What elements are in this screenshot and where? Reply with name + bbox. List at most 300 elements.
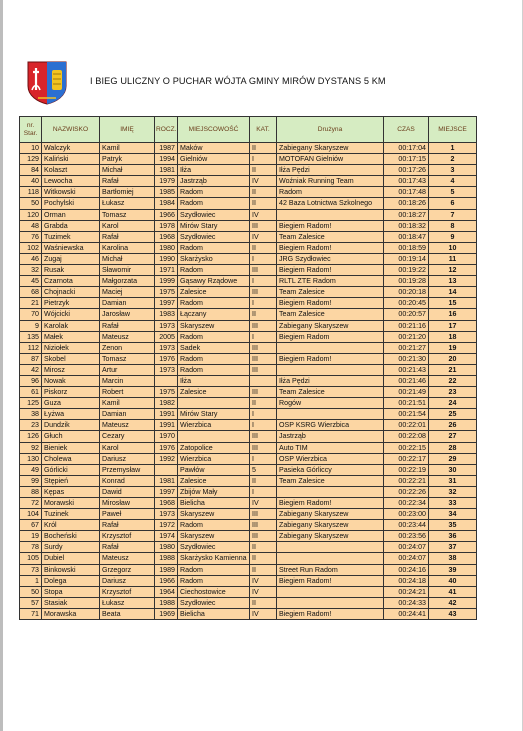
cell-town: Ciechostowice — [178, 586, 250, 597]
cell-surname: Dolega — [42, 575, 100, 586]
cell-surname: Tuzinek — [42, 509, 100, 520]
cell-place: 11 — [429, 253, 477, 264]
cell-time: 00:22:34 — [384, 498, 429, 509]
cell-first-name: Kamil — [100, 143, 155, 154]
cell-time: 00:17:15 — [384, 154, 429, 165]
cell-time: 00:20:18 — [384, 287, 429, 298]
cell-start-number: 88 — [20, 486, 42, 497]
cell-birth-year: 1990 — [155, 253, 178, 264]
cell-time: 00:22:08 — [384, 431, 429, 442]
cell-start-number: 71 — [20, 608, 42, 619]
cell-category: II — [250, 597, 277, 608]
cell-place: 40 — [429, 575, 477, 586]
cell-start-number: 76 — [20, 231, 42, 242]
cell-start-number: 96 — [20, 375, 42, 386]
coat-of-arms-icon — [26, 60, 68, 106]
cell-time: 00:21:20 — [384, 331, 429, 342]
cell-team — [277, 542, 384, 553]
cell-first-name: Łukasz — [100, 597, 155, 608]
cell-town: Pawłów — [178, 464, 250, 475]
cell-birth-year: 1980 — [155, 242, 178, 253]
cell-category: IV — [250, 231, 277, 242]
cell-place: 36 — [429, 531, 477, 542]
cell-start-number: 21 — [20, 298, 42, 309]
cell-time: 00:24:33 — [384, 597, 429, 608]
cell-start-number: 23 — [20, 420, 42, 431]
cell-first-name: Mirosław — [100, 498, 155, 509]
cell-birth-year: 1964 — [155, 586, 178, 597]
cell-team — [277, 586, 384, 597]
cell-category: I — [250, 298, 277, 309]
cell-category: IV — [250, 586, 277, 597]
cell-category: II — [250, 398, 277, 409]
cell-first-name: Michał — [100, 253, 155, 264]
cell-town: Jastrząb — [178, 176, 250, 187]
cell-surname: Głuch — [42, 431, 100, 442]
col-header-team: Drużyna — [277, 117, 384, 143]
cell-place: 13 — [429, 276, 477, 287]
cell-category: III — [250, 364, 277, 375]
cell-first-name: Krzysztof — [100, 531, 155, 542]
cell-category: I — [250, 409, 277, 420]
table-row — [20, 209, 477, 220]
cell-surname: Stępień — [42, 475, 100, 486]
cell-time: 00:19:28 — [384, 276, 429, 287]
cell-place: 18 — [429, 331, 477, 342]
cell-time: 00:24:41 — [384, 608, 429, 619]
col-header-place: MIEJSCE — [429, 117, 477, 143]
cell-category: I — [250, 420, 277, 431]
cell-start-number: 50 — [20, 198, 42, 209]
cell-time: 00:21:46 — [384, 375, 429, 386]
cell-town: Skaryszew — [178, 320, 250, 331]
cell-start-number: 70 — [20, 309, 42, 320]
page-title: I BIEG ULICZNY O PUCHAR WÓJTA GMINY MIRÓW DYSTANS 5 KM — [90, 76, 386, 86]
table-row — [20, 586, 477, 597]
cell-place: 24 — [429, 398, 477, 409]
cell-place: 15 — [429, 298, 477, 309]
cell-birth-year: 1975 — [155, 387, 178, 398]
cell-birth-year: 1978 — [155, 220, 178, 231]
cell-place: 12 — [429, 265, 477, 276]
cell-category: II — [250, 242, 277, 253]
cell-surname: Morawska — [42, 608, 100, 619]
cell-surname: Grabda — [42, 220, 100, 231]
cell-time: 00:22:01 — [384, 420, 429, 431]
cell-birth-year: 1992 — [155, 453, 178, 464]
cell-start-number: 130 — [20, 453, 42, 464]
cell-time: 00:18:26 — [384, 198, 429, 209]
cell-time: 00:24:21 — [384, 586, 429, 597]
cell-category: I — [250, 486, 277, 497]
table-row — [20, 331, 477, 342]
cell-surname: Orman — [42, 209, 100, 220]
cell-surname: Chojnacki — [42, 287, 100, 298]
cell-first-name: Konrad — [100, 475, 155, 486]
cell-start-number: 105 — [20, 553, 42, 564]
cell-start-number: 68 — [20, 287, 42, 298]
cell-first-name: Damian — [100, 409, 155, 420]
table-row — [20, 342, 477, 353]
cell-first-name: Mateusz — [100, 420, 155, 431]
cell-birth-year: 1997 — [155, 298, 178, 309]
cell-town: Szydłowiec — [178, 231, 250, 242]
cell-start-number: 125 — [20, 398, 42, 409]
cell-time: 00:22:26 — [384, 486, 429, 497]
cell-first-name: Rafał — [100, 542, 155, 553]
cell-birth-year: 1972 — [155, 520, 178, 531]
cell-team — [277, 409, 384, 420]
cell-town: Sadek — [178, 342, 250, 353]
cell-surname: Waśniewska — [42, 242, 100, 253]
table-row — [20, 231, 477, 242]
table-row — [20, 464, 477, 475]
cell-town: Radom — [178, 265, 250, 276]
cell-time: 00:21:54 — [384, 409, 429, 420]
col-header-time: CZAS — [384, 117, 429, 143]
cell-place: 19 — [429, 342, 477, 353]
cell-time: 00:18:47 — [384, 231, 429, 242]
cell-first-name: Grzegorz — [100, 564, 155, 575]
table-row — [20, 276, 477, 287]
table-row — [20, 353, 477, 364]
cell-surname: Bocheński — [42, 531, 100, 542]
cell-team: OSP Wierzbica — [277, 453, 384, 464]
cell-team — [277, 597, 384, 608]
cell-category: IV — [250, 209, 277, 220]
cell-surname: Cholewa — [42, 453, 100, 464]
cell-start-number: 129 — [20, 154, 42, 165]
cell-time: 00:22:17 — [384, 453, 429, 464]
cell-surname: Dundzik — [42, 420, 100, 431]
cell-start-number: 38 — [20, 409, 42, 420]
cell-start-number: 32 — [20, 265, 42, 276]
table-row — [20, 375, 477, 386]
cell-surname: Kępas — [42, 486, 100, 497]
cell-birth-year: 1989 — [155, 564, 178, 575]
cell-time: 00:21:16 — [384, 320, 429, 331]
cell-town: Radom — [178, 198, 250, 209]
col-header-surname: NAZWISKO — [42, 117, 100, 143]
table-row — [20, 154, 477, 165]
cell-start-number: 126 — [20, 431, 42, 442]
cell-time: 00:17:43 — [384, 176, 429, 187]
cell-category: III — [250, 509, 277, 520]
cell-birth-year: 1991 — [155, 420, 178, 431]
cell-surname: Wójcicki — [42, 309, 100, 320]
cell-start-number: 78 — [20, 542, 42, 553]
cell-team: Biegiem Radom! — [277, 220, 384, 231]
cell-birth-year: 1982 — [155, 398, 178, 409]
cell-birth-year: 2005 — [155, 331, 178, 342]
cell-first-name: Artur — [100, 364, 155, 375]
cell-birth-year: 1968 — [155, 231, 178, 242]
cell-birth-year: 1973 — [155, 342, 178, 353]
cell-surname: Rusak — [42, 265, 100, 276]
cell-surname: Walczyk — [42, 143, 100, 154]
cell-surname: Kaliński — [42, 154, 100, 165]
table-row — [20, 431, 477, 442]
cell-category: I — [250, 331, 277, 342]
cell-place: 43 — [429, 608, 477, 619]
cell-first-name: Patryk — [100, 154, 155, 165]
cell-birth-year: 1983 — [155, 309, 178, 320]
cell-first-name: Damian — [100, 298, 155, 309]
cell-town: Iłża — [178, 165, 250, 176]
cell-town: Bielicha — [178, 498, 250, 509]
cell-place: 6 — [429, 198, 477, 209]
table-row — [20, 564, 477, 575]
cell-first-name: Małgorzata — [100, 276, 155, 287]
cell-place: 7 — [429, 209, 477, 220]
cell-surname: Bieniek — [42, 442, 100, 453]
cell-place: 8 — [429, 220, 477, 231]
cell-place: 29 — [429, 453, 477, 464]
cell-surname: Surdy — [42, 542, 100, 553]
table-row — [20, 143, 477, 154]
cell-birth-year: 1970 — [155, 431, 178, 442]
table-row — [20, 498, 477, 509]
cell-first-name: Przemysław — [100, 464, 155, 475]
cell-team — [277, 342, 384, 353]
cell-first-name: Jarosław — [100, 309, 155, 320]
cell-category: III — [250, 342, 277, 353]
cell-place: 14 — [429, 287, 477, 298]
cell-town: Skarżysko Kamienna — [178, 553, 250, 564]
cell-team: Biegiem Radom! — [277, 608, 384, 619]
cell-surname: Morawski — [42, 498, 100, 509]
cell-birth-year: 1988 — [155, 597, 178, 608]
table-row — [20, 242, 477, 253]
cell-first-name: Tomasz — [100, 353, 155, 364]
table-row — [20, 176, 477, 187]
cell-time: 00:24:16 — [384, 564, 429, 575]
cell-first-name: Robert — [100, 387, 155, 398]
cell-time: 00:21:43 — [384, 364, 429, 375]
cell-time: 00:18:27 — [384, 209, 429, 220]
cell-time: 00:24:18 — [384, 575, 429, 586]
cell-town: Maków — [178, 143, 250, 154]
cell-category: II — [250, 475, 277, 486]
cell-birth-year: 1973 — [155, 320, 178, 331]
cell-birth-year: 1980 — [155, 542, 178, 553]
cell-category: III — [250, 320, 277, 331]
cell-category: II — [250, 187, 277, 198]
cell-place: 3 — [429, 165, 477, 176]
cell-place: 4 — [429, 176, 477, 187]
table-row — [20, 253, 477, 264]
table-row — [20, 165, 477, 176]
table-row — [20, 531, 477, 542]
cell-time: 00:19:22 — [384, 265, 429, 276]
cell-team: OSP KSRG Wierzbica — [277, 420, 384, 431]
cell-town: Zalesice — [178, 287, 250, 298]
cell-surname: Kolaszt — [42, 165, 100, 176]
cell-start-number: 42 — [20, 364, 42, 375]
cell-start-number: 84 — [20, 165, 42, 176]
cell-category: II — [250, 564, 277, 575]
cell-birth-year: 1988 — [155, 553, 178, 564]
cell-start-number: 92 — [20, 442, 42, 453]
cell-surname: Binkowski — [42, 564, 100, 575]
cell-surname: Pietrzyk — [42, 298, 100, 309]
cell-start-number: 67 — [20, 520, 42, 531]
cell-surname: Górlicki — [42, 464, 100, 475]
cell-town — [178, 431, 250, 442]
cell-town: Wierzbica — [178, 420, 250, 431]
cell-team: Team Zalesice — [277, 287, 384, 298]
cell-birth-year — [155, 375, 178, 386]
cell-town: Radom — [178, 520, 250, 531]
cell-team: Team Zalesice — [277, 231, 384, 242]
cell-place: 30 — [429, 464, 477, 475]
cell-time: 00:23:56 — [384, 531, 429, 542]
cell-team: Zabiegany Skaryszew — [277, 320, 384, 331]
cell-town: Radom — [178, 353, 250, 364]
cell-birth-year: 1984 — [155, 198, 178, 209]
cell-town: Łączany — [178, 309, 250, 320]
col-header-category: KAT. — [250, 117, 277, 143]
cell-first-name: Rafał — [100, 320, 155, 331]
cell-town: Skaryszew — [178, 531, 250, 542]
cell-town: Radom — [178, 575, 250, 586]
cell-team: Biegiem Radom! — [277, 265, 384, 276]
cell-first-name: Maciej — [100, 287, 155, 298]
cell-start-number: 102 — [20, 242, 42, 253]
cell-first-name: Beata — [100, 608, 155, 619]
cell-town: Skaryszew — [178, 509, 250, 520]
cell-time: 00:22:21 — [384, 475, 429, 486]
cell-birth-year: 1987 — [155, 143, 178, 154]
cell-town: Radom — [178, 331, 250, 342]
cell-category: II — [250, 553, 277, 564]
cell-first-name: Marcin — [100, 375, 155, 386]
cell-town: Zalesice — [178, 475, 250, 486]
cell-category: IV — [250, 608, 277, 619]
cell-team: Biegiem Radom! — [277, 353, 384, 364]
cell-first-name: Sławomir — [100, 265, 155, 276]
cell-team: Iłża Pędzi — [277, 165, 384, 176]
cell-start-number: 112 — [20, 342, 42, 353]
cell-category: I — [250, 253, 277, 264]
cell-birth-year: 1969 — [155, 608, 178, 619]
cell-team: Auto TIM — [277, 442, 384, 453]
cell-surname: Witkowski — [42, 187, 100, 198]
table-row — [20, 575, 477, 586]
cell-start-number: 73 — [20, 564, 42, 575]
table-row — [20, 298, 477, 309]
cell-first-name: Rafał — [100, 176, 155, 187]
table-row — [20, 220, 477, 231]
table-row — [20, 453, 477, 464]
cell-team: Pasieka Górliccy — [277, 464, 384, 475]
cell-first-name: Tomasz — [100, 209, 155, 220]
cell-birth-year: 1973 — [155, 364, 178, 375]
cell-start-number: 40 — [20, 176, 42, 187]
table-row — [20, 608, 477, 619]
cell-start-number: 50 — [20, 586, 42, 597]
cell-category: III — [250, 353, 277, 364]
cell-town: Radom — [178, 242, 250, 253]
cell-place: 41 — [429, 586, 477, 597]
table-row — [20, 553, 477, 564]
cell-surname: Nowak — [42, 375, 100, 386]
cell-birth-year: 1997 — [155, 486, 178, 497]
cell-birth-year: 1974 — [155, 531, 178, 542]
cell-first-name: Cezary — [100, 431, 155, 442]
cell-category: III — [250, 265, 277, 276]
col-header-town: MIEJSCOWOŚĆ — [178, 117, 250, 143]
cell-first-name: Karol — [100, 442, 155, 453]
cell-category: III — [250, 531, 277, 542]
cell-time: 00:21:51 — [384, 398, 429, 409]
cell-surname: Stasiak — [42, 597, 100, 608]
cell-category: II — [250, 309, 277, 320]
cell-first-name: Mateusz — [100, 553, 155, 564]
cell-category: I — [250, 154, 277, 165]
cell-place: 28 — [429, 442, 477, 453]
cell-start-number: 57 — [20, 597, 42, 608]
cell-place: 9 — [429, 231, 477, 242]
cell-time: 00:24:07 — [384, 553, 429, 564]
cell-category: III — [250, 220, 277, 231]
col-header-birth-year: ROCZ. — [155, 117, 178, 143]
cell-team: Team Zalesice — [277, 309, 384, 320]
table-row — [20, 287, 477, 298]
cell-place: 38 — [429, 553, 477, 564]
cell-start-number: 48 — [20, 220, 42, 231]
cell-first-name: Zenon — [100, 342, 155, 353]
cell-start-number: 9 — [20, 320, 42, 331]
cell-category: III — [250, 442, 277, 453]
cell-category: 5 — [250, 464, 277, 475]
cell-team: Iłża Pędzi — [277, 375, 384, 386]
cell-surname: Pochylski — [42, 198, 100, 209]
cell-start-number: 45 — [20, 276, 42, 287]
cell-place: 27 — [429, 431, 477, 442]
table-row — [20, 265, 477, 276]
cell-birth-year: 1981 — [155, 475, 178, 486]
cell-town: Skarżysko — [178, 253, 250, 264]
cell-time: 00:21:49 — [384, 387, 429, 398]
cell-surname: Czarnota — [42, 276, 100, 287]
cell-time: 00:20:45 — [384, 298, 429, 309]
table-row — [20, 387, 477, 398]
cell-time: 00:21:30 — [384, 353, 429, 364]
cell-birth-year: 1981 — [155, 165, 178, 176]
cell-team: JRG Szydłowiec — [277, 253, 384, 264]
cell-time: 00:18:32 — [384, 220, 429, 231]
cell-time: 00:23:44 — [384, 520, 429, 531]
cell-surname: Lewocha — [42, 176, 100, 187]
cell-place: 23 — [429, 387, 477, 398]
cell-time: 00:20:57 — [384, 309, 429, 320]
cell-surname: Guza — [42, 398, 100, 409]
cell-start-number: 104 — [20, 509, 42, 520]
cell-town: Radom — [178, 298, 250, 309]
cell-birth-year: 1966 — [155, 209, 178, 220]
cell-category — [250, 375, 277, 386]
cell-town: Szydłowiec — [178, 597, 250, 608]
cell-team: Zabiegany Skaryszew — [277, 520, 384, 531]
cell-start-number: 118 — [20, 187, 42, 198]
col-header-first-name: IMIĘ — [100, 117, 155, 143]
cell-place: 1 — [429, 143, 477, 154]
cell-time: 00:17:26 — [384, 165, 429, 176]
cell-surname: Skobel — [42, 353, 100, 364]
cell-first-name: Mateusz — [100, 331, 155, 342]
cell-start-number: 1 — [20, 575, 42, 586]
